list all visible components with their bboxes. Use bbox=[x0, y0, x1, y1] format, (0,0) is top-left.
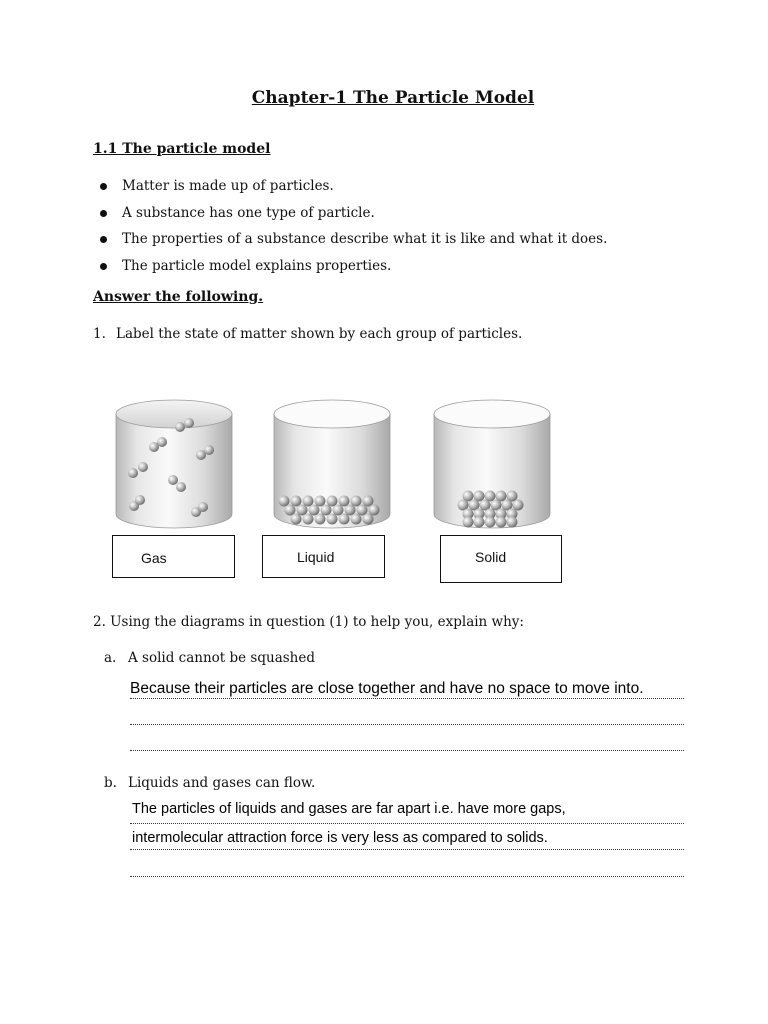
particle bbox=[315, 496, 326, 507]
particle bbox=[297, 505, 308, 516]
page-title: Chapter-1 The Particle Model bbox=[251, 88, 535, 108]
answer-line[interactable] bbox=[130, 876, 684, 877]
particle bbox=[285, 505, 296, 516]
bullet-item: A substance has one type of particle. bbox=[96, 200, 716, 227]
particle bbox=[291, 496, 302, 507]
section-heading: 1.1 The particle model bbox=[93, 141, 271, 157]
answer-2b-line-2: intermolecular attraction force is very less as compared to solids. bbox=[132, 830, 548, 846]
question-2b-text: Liquids and gases can flow. bbox=[128, 775, 316, 791]
particle bbox=[507, 517, 518, 528]
particle bbox=[357, 505, 368, 516]
bullet-list bbox=[96, 173, 716, 279]
liquid-jar-diagram bbox=[270, 398, 394, 534]
particle bbox=[279, 496, 290, 507]
particle bbox=[351, 514, 362, 525]
question-2a-text: A solid cannot be squashed bbox=[128, 650, 315, 666]
question-1-number: 1. bbox=[93, 326, 106, 342]
solid-jar-diagram bbox=[430, 398, 554, 534]
particle bbox=[496, 517, 507, 528]
particle bbox=[309, 505, 320, 516]
answer-2b-line-1: The particles of liquids and gases are far apart i.e. have more gaps, bbox=[132, 801, 566, 817]
liquid-label-box[interactable] bbox=[262, 535, 385, 578]
particle bbox=[321, 505, 332, 516]
particle bbox=[351, 496, 362, 507]
particle bbox=[363, 496, 374, 507]
liquid-label: Liquid bbox=[297, 549, 335, 565]
particle bbox=[339, 496, 350, 507]
particle bbox=[339, 514, 350, 525]
particle bbox=[369, 505, 380, 516]
answer-2a-text: Because their particles are close together and have no space to move into. bbox=[130, 680, 644, 697]
bullet-item: The properties of a substance describe what it is like and what it does. bbox=[96, 226, 716, 253]
gas-jar-diagram bbox=[112, 398, 236, 534]
particle bbox=[333, 505, 344, 516]
bullet-item: The particle model explains properties. bbox=[96, 253, 716, 280]
answer-line[interactable] bbox=[130, 724, 684, 725]
answer-line[interactable] bbox=[130, 698, 684, 699]
particle bbox=[485, 517, 496, 528]
question-2-text: 2. Using the diagrams in question (1) to help you, explain why: bbox=[93, 614, 524, 630]
gas-label-box[interactable] bbox=[112, 535, 235, 578]
solid-label-box[interactable] bbox=[440, 535, 562, 583]
question-1-text: Label the state of matter shown by each group of particles. bbox=[116, 326, 523, 342]
particle bbox=[291, 514, 302, 525]
particle bbox=[303, 496, 314, 507]
particle bbox=[463, 517, 474, 528]
particle bbox=[345, 505, 356, 516]
particle bbox=[474, 517, 485, 528]
question-2a-marker: a. bbox=[104, 650, 117, 666]
particle bbox=[303, 514, 314, 525]
particle bbox=[327, 514, 338, 525]
bullet-item: Matter is made up of particles. bbox=[96, 173, 716, 200]
particle bbox=[363, 514, 374, 525]
question-2b-marker: b. bbox=[104, 775, 117, 791]
answer-line[interactable] bbox=[130, 750, 684, 751]
particle bbox=[315, 514, 326, 525]
answer-line[interactable] bbox=[130, 823, 684, 824]
particle bbox=[513, 500, 524, 511]
solid-label: Solid bbox=[475, 549, 507, 565]
particle bbox=[327, 496, 338, 507]
answer-heading: Answer the following. bbox=[93, 289, 264, 305]
gas-label: Gas bbox=[141, 550, 167, 566]
answer-line[interactable] bbox=[130, 849, 684, 850]
